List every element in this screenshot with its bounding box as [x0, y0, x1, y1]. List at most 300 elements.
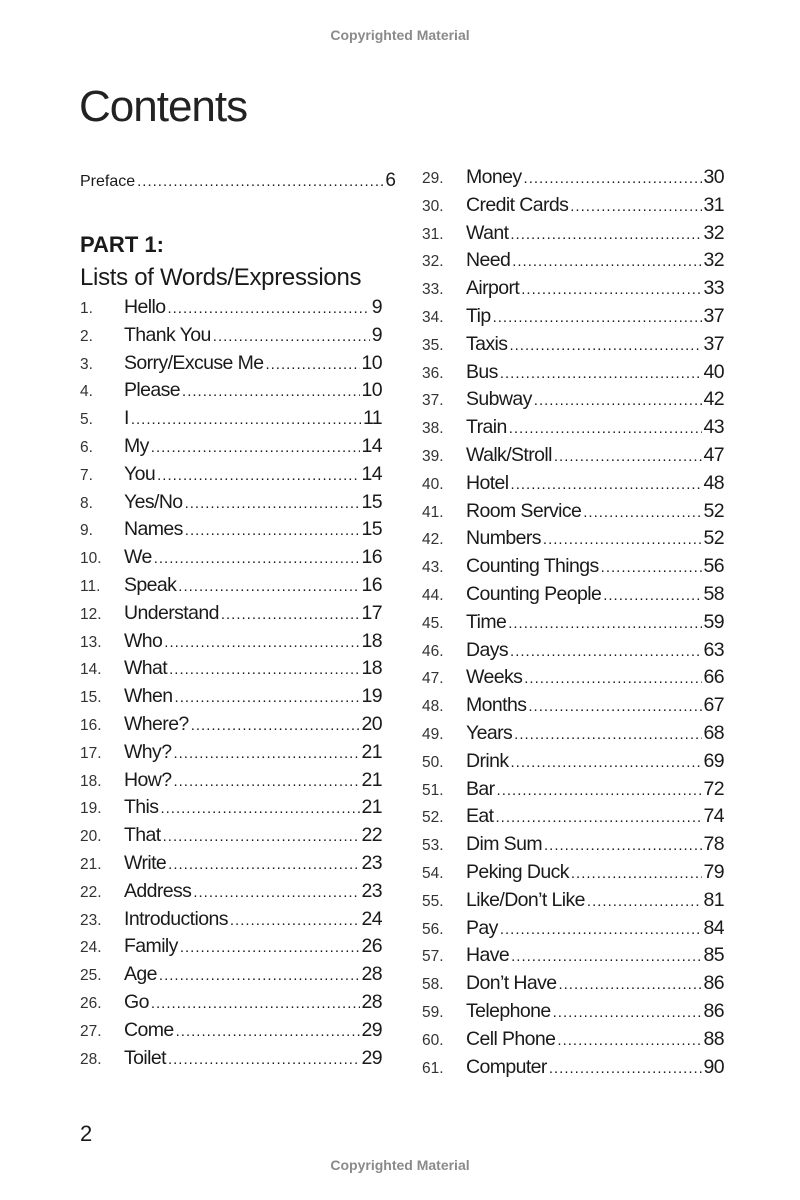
entry-number: 5. — [80, 411, 93, 429]
toc-entry[interactable] — [80, 463, 382, 491]
entry-label: Don’t Have — [466, 972, 557, 995]
toc-entry[interactable] — [422, 694, 724, 722]
toc-entry[interactable] — [422, 194, 724, 222]
toc-entry[interactable] — [80, 657, 382, 685]
leader-dots — [543, 531, 702, 548]
entry-number: 46. — [422, 642, 444, 660]
entry-number: 30. — [422, 197, 444, 215]
entry-label: Drink — [466, 749, 509, 772]
entry-number: 43. — [422, 559, 444, 577]
entry-number: 4. — [80, 383, 93, 401]
toc-entry[interactable] — [80, 741, 382, 769]
toc-entry[interactable] — [80, 574, 382, 602]
entry-number: 9. — [80, 522, 93, 540]
toc-entry[interactable] — [80, 518, 382, 546]
leader-dots — [265, 356, 359, 373]
entry-number: 25. — [80, 967, 102, 985]
entry-page: 67 — [703, 694, 724, 717]
toc-entry[interactable] — [80, 685, 382, 713]
entry-page: 23 — [361, 851, 382, 874]
toc-entry[interactable] — [422, 833, 724, 861]
leader-dots — [168, 856, 359, 873]
entry-label: This — [124, 796, 159, 819]
toc-entry[interactable] — [80, 546, 382, 574]
entry-number: 33. — [422, 281, 444, 299]
toc-entry[interactable] — [422, 972, 724, 1000]
entry-page: 37 — [703, 304, 724, 327]
toc-entry[interactable] — [422, 388, 724, 416]
entry-page: 28 — [361, 963, 382, 986]
entry-label: Toilet — [124, 1046, 166, 1069]
entry-label: Years — [466, 721, 513, 744]
leader-dots — [164, 634, 359, 651]
entry-label: How? — [124, 768, 172, 791]
leader-dots — [521, 281, 701, 298]
leader-dots — [558, 976, 701, 993]
leader-dots — [524, 170, 702, 187]
toc-entry[interactable] — [422, 500, 724, 528]
entry-number: 8. — [80, 494, 93, 512]
entry-page: 84 — [703, 916, 724, 939]
leader-dots — [178, 578, 359, 595]
toc-column-left — [80, 296, 382, 1074]
toc-entry[interactable] — [422, 1056, 724, 1084]
toc-entry[interactable] — [422, 444, 724, 472]
toc-entry[interactable] — [422, 805, 724, 833]
leader-dots — [191, 717, 360, 734]
leader-dots — [185, 522, 360, 539]
entry-number: 44. — [422, 586, 444, 604]
entry-label: Weeks — [466, 666, 523, 689]
entry-page: 88 — [703, 1027, 724, 1050]
entry-number: 16. — [80, 716, 102, 734]
leader-dots — [528, 698, 701, 715]
leader-dots — [193, 884, 359, 901]
entry-label: I — [124, 407, 129, 430]
entry-page: 28 — [361, 990, 382, 1013]
leader-dots — [511, 948, 701, 965]
leader-dots — [176, 1023, 360, 1040]
entry-page: 17 — [361, 601, 382, 624]
entry-page: 56 — [703, 555, 724, 578]
entry-label: Like/Don’t Like — [466, 888, 585, 911]
entry-number: 45. — [422, 614, 444, 632]
toc-entry[interactable] — [422, 222, 724, 250]
entry-number: 1. — [80, 300, 93, 317]
entry-page: 52 — [703, 499, 724, 522]
entry-number: 28. — [80, 1050, 102, 1068]
entry-number: 40. — [422, 475, 444, 493]
leader-dots — [534, 392, 702, 409]
entry-page: 11 — [362, 407, 382, 430]
toc-entry[interactable] — [422, 917, 724, 945]
leader-dots — [544, 837, 702, 854]
leader-dots — [221, 606, 360, 623]
entry-label: Hotel — [466, 471, 509, 494]
entry-page: 47 — [703, 443, 724, 466]
entry-page: 21 — [361, 768, 382, 791]
entry-page: 19 — [361, 685, 382, 708]
entry-page: 52 — [703, 527, 724, 550]
toc-entry[interactable] — [422, 611, 724, 639]
entry-number: 27. — [80, 1022, 102, 1040]
entry-number: 31. — [422, 225, 444, 243]
entry-number: 18. — [80, 772, 102, 790]
toc-entry[interactable] — [80, 324, 382, 352]
entry-page: 30 — [703, 166, 724, 188]
entry-number: 53. — [422, 837, 444, 855]
toc-entry[interactable] — [422, 416, 724, 444]
leader-dots — [583, 504, 701, 521]
toc-entry[interactable] — [422, 639, 724, 667]
toc-entry[interactable] — [80, 769, 382, 797]
entry-page: 20 — [361, 712, 382, 735]
leader-dots — [131, 411, 361, 428]
toc-entry[interactable] — [422, 861, 724, 889]
leader-dots — [553, 1004, 702, 1021]
entry-page: 33 — [703, 277, 724, 300]
entry-page: 63 — [703, 638, 724, 661]
toc-entry[interactable] — [422, 333, 724, 361]
toc-entry[interactable] — [80, 1047, 382, 1075]
entry-label: Numbers — [466, 527, 541, 550]
leader-dots — [175, 689, 360, 706]
toc-entry[interactable] — [80, 435, 382, 463]
toc-entry[interactable] — [80, 352, 382, 380]
entry-label: Age — [124, 963, 157, 986]
entry-number: 3. — [80, 355, 93, 373]
entry-number: 59. — [422, 1003, 444, 1021]
entry-label: Time — [466, 610, 507, 633]
toc-entry[interactable] — [80, 852, 382, 880]
leader-dots — [213, 328, 370, 345]
entry-page: 32 — [703, 249, 724, 272]
toc-entry[interactable] — [80, 796, 382, 824]
entry-page: 58 — [703, 582, 724, 605]
leader-dots — [508, 615, 701, 632]
toc-entry[interactable] — [422, 944, 724, 972]
entry-label: We — [124, 546, 152, 569]
entry-label: Months — [466, 694, 527, 717]
entry-label: Introductions — [124, 907, 228, 930]
entry-number: 61. — [422, 1059, 444, 1077]
entry-page: 37 — [703, 332, 724, 355]
entry-number: 23. — [80, 911, 102, 929]
entry-page: 42 — [703, 388, 724, 411]
entry-number: 38. — [422, 420, 444, 438]
toc-entry[interactable] — [80, 713, 382, 741]
leader-dots — [510, 643, 701, 660]
leader-dots — [500, 921, 702, 938]
entry-label: Need — [466, 249, 511, 272]
entry-label: Family — [124, 935, 178, 958]
toc-entry[interactable] — [422, 889, 724, 917]
entry-number: 41. — [422, 503, 444, 521]
entry-number: 2. — [80, 327, 93, 345]
entry-page: 79 — [703, 860, 724, 883]
leader-dots — [169, 661, 359, 678]
toc-entry[interactable] — [422, 666, 724, 694]
entry-number: 13. — [80, 633, 102, 651]
toc-entry[interactable] — [80, 491, 382, 519]
leader-dots — [154, 550, 360, 567]
entry-number: 39. — [422, 447, 444, 465]
leader-dots — [495, 809, 701, 826]
entry-number: 58. — [422, 976, 444, 994]
entry-label: Subway — [466, 388, 532, 411]
entry-label: Credit Cards — [466, 193, 569, 216]
entry-page: 85 — [703, 944, 724, 967]
toc-entry[interactable] — [80, 991, 382, 1019]
entry-number: 29. — [422, 170, 444, 187]
entry-number: 35. — [422, 336, 444, 354]
entry-label: Thank You — [124, 323, 211, 346]
entry-label: Preface — [80, 173, 136, 190]
leader-dots — [587, 893, 702, 910]
toc-entry[interactable] — [80, 296, 382, 324]
entry-page: 43 — [703, 416, 724, 439]
entry-page: 29 — [361, 1046, 382, 1069]
page-title: Contents — [79, 82, 248, 131]
leader-dots — [500, 365, 702, 382]
entry-label: Who — [124, 629, 163, 652]
entry-label: My — [124, 434, 149, 457]
entry-label: Pay — [466, 916, 498, 939]
toc-entry[interactable] — [422, 722, 724, 750]
toc-entry[interactable] — [80, 908, 382, 936]
leader-dots — [570, 198, 701, 215]
entry-page: 66 — [703, 666, 724, 689]
entry-page: 22 — [361, 824, 382, 847]
entry-number: 7. — [80, 466, 93, 484]
leader-dots — [554, 448, 702, 465]
entry-page: 78 — [703, 833, 724, 856]
entry-page: 14 — [361, 462, 382, 485]
entry-label: Please — [124, 379, 181, 402]
entry-label: Walk/Stroll — [466, 443, 552, 466]
entry-number: 55. — [422, 892, 444, 910]
leader-dots — [510, 226, 701, 243]
leader-dots — [160, 800, 359, 817]
entry-number: 17. — [80, 744, 102, 762]
entry-label: Speak — [124, 573, 177, 596]
entry-label: When — [124, 685, 173, 708]
copyright-watermark-top: Copyrighted Material — [330, 27, 470, 43]
leader-dots — [180, 939, 360, 956]
entry-label: Write — [124, 851, 167, 874]
entry-page: 74 — [703, 805, 724, 828]
entry-label: Yes/No — [124, 490, 183, 513]
entry-page: 86 — [703, 972, 724, 995]
toc-entry[interactable] — [80, 602, 382, 630]
leader-dots — [163, 828, 360, 845]
toc-entry[interactable] — [80, 1019, 382, 1047]
copyright-watermark-bottom: Copyrighted Material — [330, 1157, 470, 1173]
leader-dots — [167, 300, 369, 317]
leader-dots — [168, 1051, 360, 1068]
leader-dots — [157, 467, 359, 484]
entry-label: Hello — [124, 296, 166, 318]
toc-entry[interactable] — [80, 824, 382, 852]
entry-label: Address — [124, 879, 192, 902]
toc-entry[interactable] — [422, 472, 724, 500]
leader-dots — [151, 995, 360, 1012]
entry-page: 24 — [361, 907, 382, 930]
entry-page: 15 — [361, 490, 382, 513]
leader-dots — [509, 337, 701, 354]
entry-number: 11. — [80, 577, 101, 595]
leader-dots — [549, 1060, 702, 1077]
entry-label: Understand — [124, 601, 219, 624]
toc-column-right — [422, 166, 724, 1083]
entry-label: Sorry/Excuse Me — [124, 351, 264, 374]
entry-number: 21. — [80, 855, 102, 873]
leader-dots — [512, 253, 701, 270]
toc-entry[interactable] — [80, 963, 382, 991]
toc-entry[interactable] — [422, 166, 724, 194]
entry-page: 69 — [703, 749, 724, 772]
entry-number: 47. — [422, 670, 444, 688]
entry-label: Taxis — [466, 332, 508, 355]
entry-label: Come — [124, 1018, 174, 1041]
entry-number: 37. — [422, 392, 444, 410]
entry-label: Bar — [466, 777, 495, 800]
entry-label: Tip — [466, 304, 491, 327]
entry-number: 54. — [422, 864, 444, 882]
leader-dots — [182, 383, 359, 400]
leader-dots — [137, 173, 383, 190]
entry-page: 48 — [703, 471, 724, 494]
toc-entry[interactable] — [422, 305, 724, 333]
entry-page: 6 — [385, 170, 396, 191]
entry-number: 42. — [422, 531, 444, 549]
entry-page: 59 — [703, 610, 724, 633]
toc-entry[interactable] — [422, 1000, 724, 1028]
entry-label: Room Service — [466, 499, 582, 522]
entry-number: 34. — [422, 308, 444, 326]
leader-dots — [601, 559, 702, 576]
entry-page: 16 — [361, 546, 382, 569]
leader-dots — [571, 865, 702, 882]
entry-page: 14 — [361, 434, 382, 457]
entry-number: 56. — [422, 920, 444, 938]
toc-entry[interactable] — [422, 555, 724, 583]
entry-label: That — [124, 824, 161, 847]
entry-page: 26 — [361, 935, 382, 958]
entry-label: Counting Things — [466, 555, 599, 578]
toc-entry[interactable] — [422, 1028, 724, 1056]
entry-label: Want — [466, 221, 509, 244]
leader-dots — [514, 726, 701, 743]
entry-page: 16 — [361, 573, 382, 596]
entry-number: 48. — [422, 698, 444, 716]
entry-number: 60. — [422, 1031, 444, 1049]
toc-entry[interactable] — [422, 750, 724, 778]
leader-dots — [151, 439, 360, 456]
entry-number: 50. — [422, 753, 444, 771]
leader-dots — [511, 476, 702, 493]
entry-number: 20. — [80, 828, 102, 846]
toc-entry-preface[interactable] — [80, 170, 396, 192]
leader-dots — [185, 495, 360, 512]
entry-page: 18 — [361, 657, 382, 680]
entry-label: Where? — [124, 712, 189, 735]
entry-label: Days — [466, 638, 509, 661]
entry-label: Names — [124, 518, 183, 541]
entry-label: You — [124, 462, 156, 485]
entry-number: 10. — [80, 550, 102, 568]
toc-entry[interactable] — [80, 880, 382, 908]
toc-entry[interactable] — [422, 361, 724, 389]
leader-dots — [524, 670, 701, 687]
toc-entry[interactable] — [422, 527, 724, 555]
entry-label: Train — [466, 416, 507, 439]
entry-number: 52. — [422, 809, 444, 827]
entry-number: 57. — [422, 948, 444, 966]
entry-label: Computer — [466, 1055, 547, 1078]
entry-number: 12. — [80, 605, 102, 623]
entry-page: 68 — [703, 721, 724, 744]
entry-label: Dim Sum — [466, 833, 542, 856]
toc-entry[interactable] — [422, 249, 724, 277]
entry-label: Airport — [466, 277, 520, 300]
entry-page: 9 — [371, 296, 382, 318]
entry-label: Telephone — [466, 999, 551, 1022]
entry-label: Peking Duck — [466, 860, 569, 883]
entry-number: 49. — [422, 725, 444, 743]
leader-dots — [173, 745, 359, 762]
toc-entry[interactable] — [422, 778, 724, 806]
entry-page: 29 — [361, 1018, 382, 1041]
toc-entry[interactable] — [80, 935, 382, 963]
toc-entry[interactable] — [80, 630, 382, 658]
entry-number: 15. — [80, 689, 102, 707]
entry-label: What — [124, 657, 168, 680]
entry-page: 40 — [703, 360, 724, 383]
leader-dots — [173, 773, 359, 790]
leader-dots — [603, 587, 701, 604]
entry-page: 23 — [361, 879, 382, 902]
entry-number: 24. — [80, 939, 102, 957]
entry-number: 22. — [80, 883, 102, 901]
leader-dots — [511, 754, 702, 771]
leader-dots — [509, 420, 702, 437]
page-number: 2 — [80, 1121, 93, 1146]
entry-number: 26. — [80, 994, 102, 1012]
entry-number: 6. — [80, 438, 93, 456]
toc-entry[interactable] — [80, 407, 382, 435]
entry-page: 15 — [361, 518, 382, 541]
entry-page: 21 — [361, 796, 382, 819]
entry-number: 51. — [422, 781, 444, 799]
entry-label: Cell Phone — [466, 1027, 556, 1050]
entry-label: Go — [124, 990, 149, 1013]
entry-page: 90 — [703, 1055, 724, 1078]
entry-number: 36. — [422, 364, 444, 382]
entry-page: 10 — [361, 351, 382, 374]
toc-entry[interactable] — [80, 379, 382, 407]
entry-label: Have — [466, 944, 510, 967]
entry-label: Eat — [466, 805, 494, 828]
entry-number: 19. — [80, 800, 102, 818]
part-subtitle: Lists of Words/Expressions — [80, 264, 362, 291]
entry-label: Counting People — [466, 582, 602, 605]
toc-entry[interactable] — [422, 277, 724, 305]
entry-page: 81 — [703, 888, 724, 911]
toc-entry[interactable] — [422, 583, 724, 611]
entry-page: 9 — [371, 323, 382, 346]
entry-label: Bus — [466, 360, 498, 383]
